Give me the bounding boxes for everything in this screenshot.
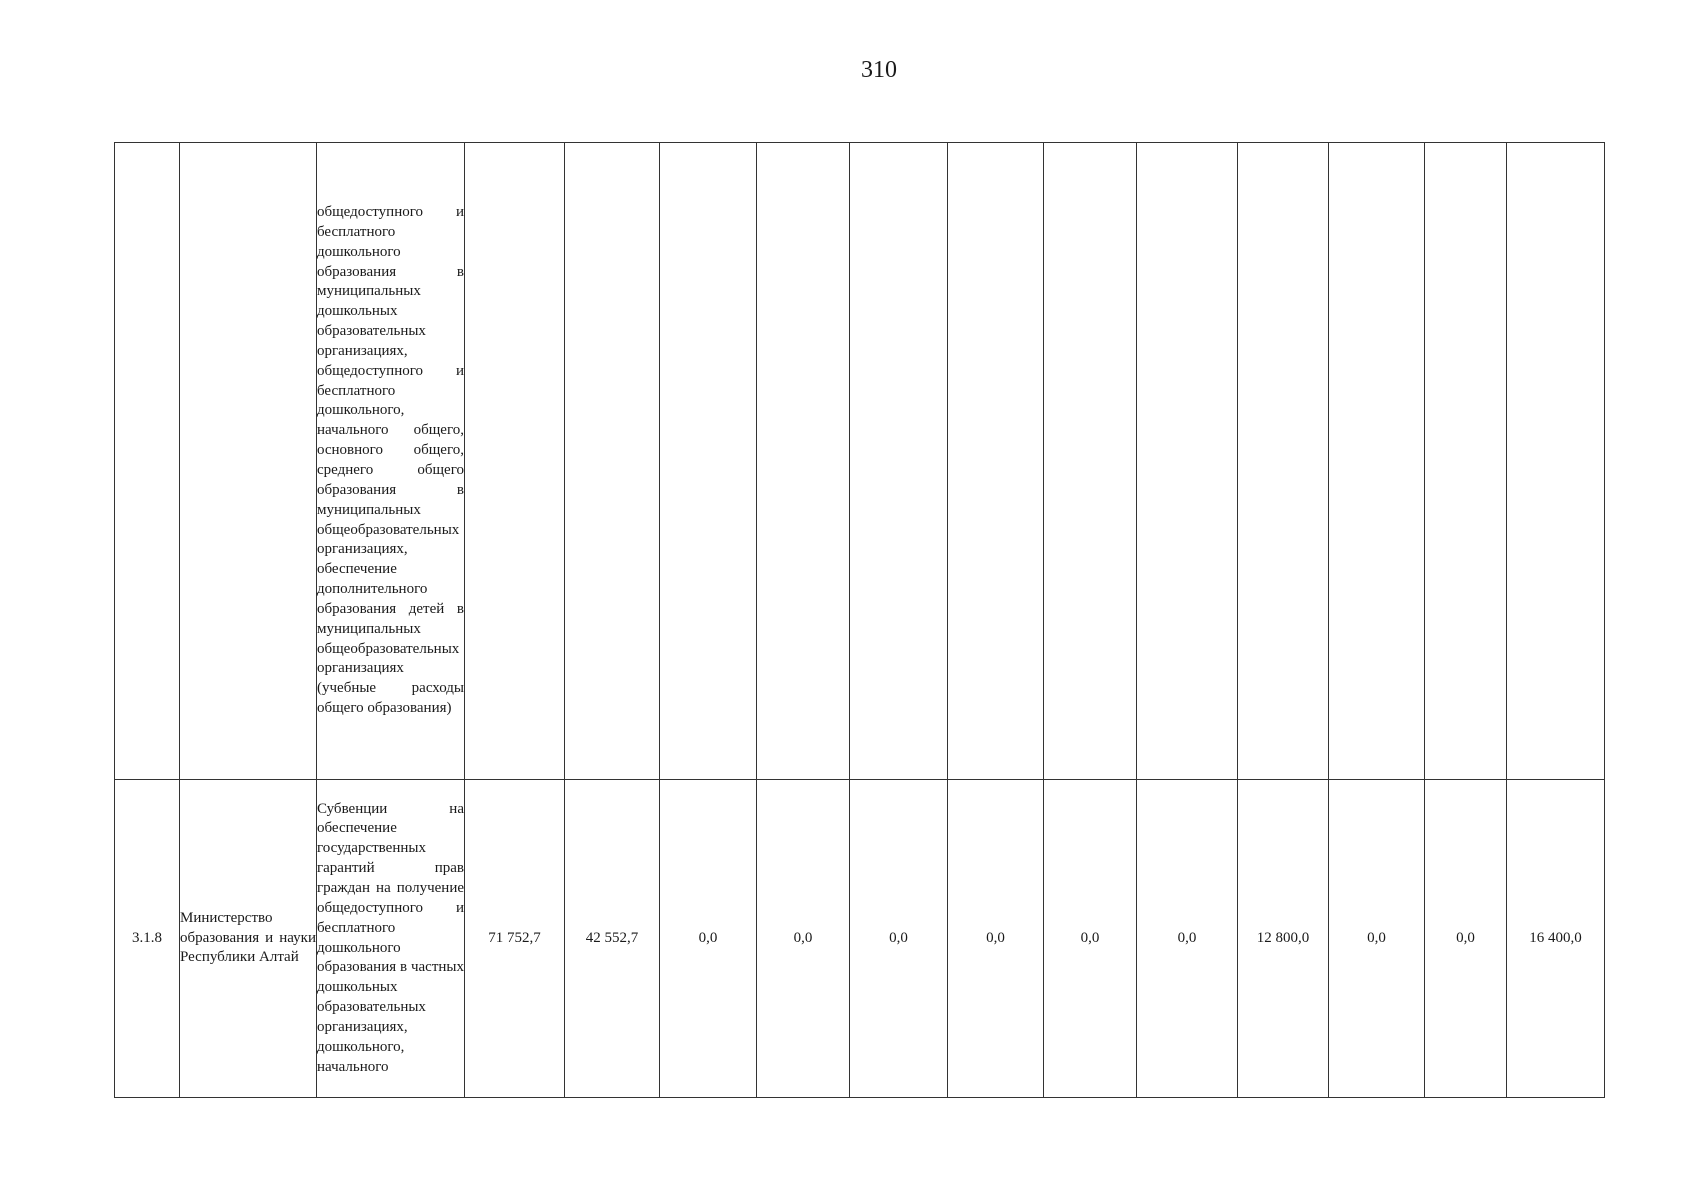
row-description-cell <box>317 143 465 780</box>
budget-table <box>114 142 1605 1098</box>
row-code-cell: 3.1.8 <box>115 780 180 1098</box>
value-cell <box>1425 143 1507 780</box>
page-number: 310 <box>861 57 897 83</box>
table-row <box>115 780 1605 1098</box>
value-cell: 71 752,7 <box>465 780 565 1098</box>
value-cell <box>757 143 850 780</box>
row-description-text: общедоступного и бесплатного дошкольного образования в муниципальных дошкольных образовательных организациях, общедоступного и бесплатного дошкольного, начального общего, основного общего, среднего общего образования в муниципальных общеобразовательных организациях, обеспечение дополнительного образования детей в муниципальных общеобразовательных организациях (учебные расходы общего образования) <box>317 204 464 717</box>
row-organization-cell: Министерство образования и науки Республики Алтай <box>180 780 317 1098</box>
value-cell: 0,0 <box>757 780 850 1098</box>
value-cell: 42 552,7 <box>565 780 660 1098</box>
value-cell <box>850 143 948 780</box>
value-cell <box>1238 143 1329 780</box>
value-cell <box>1044 143 1137 780</box>
row-organization-cell <box>180 143 317 780</box>
value-cell: 0,0 <box>1044 780 1137 1098</box>
value-cell: 12 800,0 <box>1238 780 1329 1098</box>
value-cell: 0,0 <box>1425 780 1507 1098</box>
value-cell: 0,0 <box>1137 780 1238 1098</box>
value-cell: 0,0 <box>850 780 948 1098</box>
value-cell <box>1507 143 1605 780</box>
value-cell: 0,0 <box>1329 780 1425 1098</box>
value-cell: 16 400,0 <box>1507 780 1605 1098</box>
value-cell <box>1329 143 1425 780</box>
row-code-cell <box>115 143 180 780</box>
value-cell: 0,0 <box>660 780 757 1098</box>
value-cell <box>565 143 660 780</box>
value-cell <box>660 143 757 780</box>
row-description-text: Субвенции на обеспечение государственных гарантий прав граждан на получение общедоступного и бесплатного дошкольного образования в частных дошкольных образовательных организациях, дошкольного, начального <box>317 800 464 1075</box>
table-row <box>115 143 1605 780</box>
value-cell: 0,0 <box>948 780 1044 1098</box>
row-description-cell <box>317 780 465 1098</box>
value-cell <box>948 143 1044 780</box>
value-cell <box>465 143 565 780</box>
value-cell <box>1137 143 1238 780</box>
